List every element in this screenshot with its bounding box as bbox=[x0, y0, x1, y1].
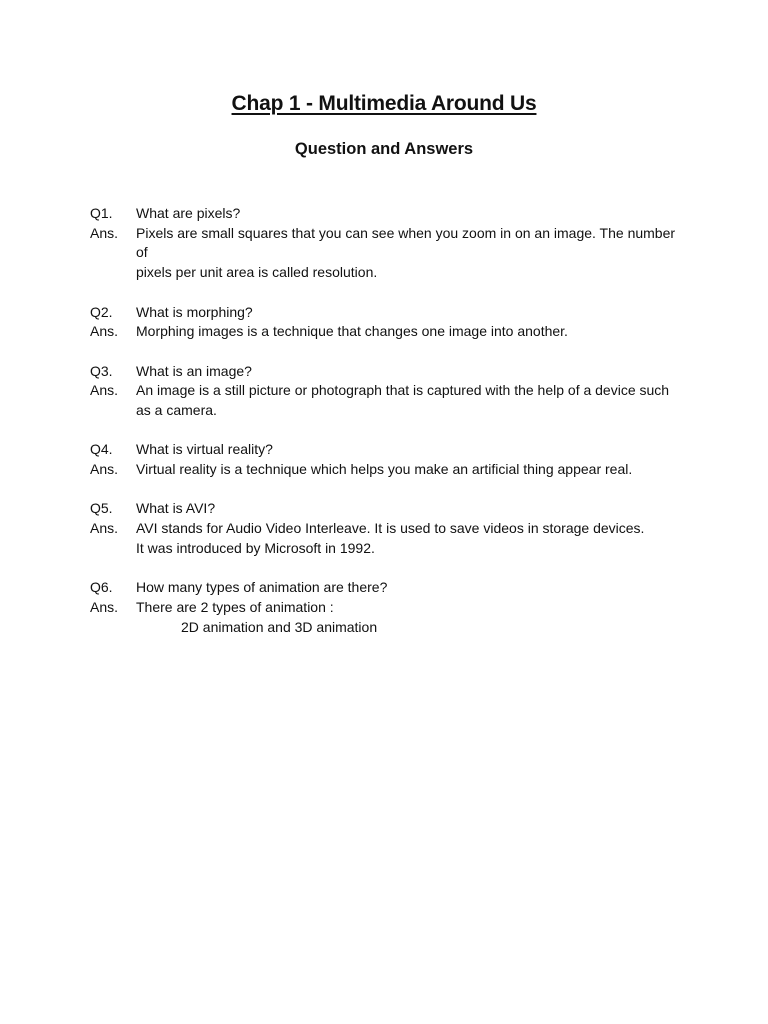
answer-text bbox=[136, 519, 690, 558]
answer-row bbox=[90, 598, 690, 637]
question-row bbox=[90, 440, 690, 460]
question-number: Q1. bbox=[90, 205, 113, 221]
question-number: Q5. bbox=[90, 500, 113, 517]
answer-label: Ans. bbox=[90, 224, 119, 241]
qa-item-5 bbox=[90, 499, 690, 558]
question-row bbox=[90, 303, 690, 323]
answer-label: Ans. bbox=[90, 323, 119, 340]
answer-line: AVI stands for Audio Video Interleave. It is used to save videos in storage devices. bbox=[136, 520, 645, 537]
question-row bbox=[90, 578, 690, 598]
answer-row bbox=[90, 381, 690, 420]
answer-row bbox=[90, 322, 690, 342]
answer-text bbox=[136, 598, 690, 637]
page-title: Chap 1 - Multimedia Around Us bbox=[231, 92, 537, 115]
answer-label: Ans. bbox=[90, 382, 119, 399]
question-text: What are pixels? bbox=[136, 205, 241, 221]
question-number: Q3. bbox=[90, 362, 113, 379]
answer-text bbox=[136, 224, 690, 283]
answer-line: pixels per unit area is called resolution. bbox=[136, 264, 378, 281]
qa-item-2 bbox=[90, 303, 690, 342]
qa-item-4 bbox=[90, 440, 690, 479]
question-row bbox=[90, 362, 690, 382]
answer-line: An image is a still picture or photograph that is captured with the help of a device such bbox=[136, 382, 670, 399]
answer-row bbox=[90, 460, 690, 480]
question-number: Q4. bbox=[90, 441, 113, 458]
answer-text bbox=[136, 322, 690, 342]
answer-line: There are 2 types of animation : bbox=[136, 598, 334, 615]
question-number: Q2. bbox=[90, 303, 113, 320]
question-row bbox=[90, 204, 690, 224]
question-number: Q6. bbox=[90, 579, 113, 596]
answer-line: It was introduced by Microsoft in 1992. bbox=[136, 539, 375, 556]
answer-line: as a camera. bbox=[136, 402, 217, 418]
answer-row bbox=[90, 224, 690, 283]
answer-row bbox=[90, 519, 690, 558]
qa-item-6 bbox=[90, 578, 690, 637]
qa-item-3 bbox=[90, 362, 690, 421]
question-text: What is an image? bbox=[136, 362, 252, 379]
answer-text bbox=[136, 460, 690, 480]
answer-label: Ans. bbox=[90, 520, 119, 537]
answer-line: Pixels are small squares that you can see when you zoom in on an image. The number of bbox=[136, 224, 676, 261]
qa-list bbox=[90, 204, 690, 657]
question-text: What is morphing? bbox=[136, 303, 253, 320]
question-text: What is virtual reality? bbox=[136, 441, 273, 458]
question-text: What is AVI? bbox=[136, 500, 216, 517]
answer-text bbox=[136, 381, 690, 420]
answer-label: Ans. bbox=[90, 461, 119, 478]
question-text: How many types of animation are there? bbox=[136, 579, 388, 596]
answer-line: Virtual reality is a technique which helps you make an artificial thing appear real. bbox=[136, 461, 633, 478]
qa-item-1 bbox=[90, 204, 690, 283]
answer-label: Ans. bbox=[90, 598, 119, 615]
answer-line: Morphing images is a technique that changes one image into another. bbox=[136, 323, 568, 340]
answer-line: 2D animation and 3D animation bbox=[181, 618, 378, 635]
question-row bbox=[90, 499, 690, 519]
page-subtitle: Question and Answers bbox=[294, 140, 474, 158]
